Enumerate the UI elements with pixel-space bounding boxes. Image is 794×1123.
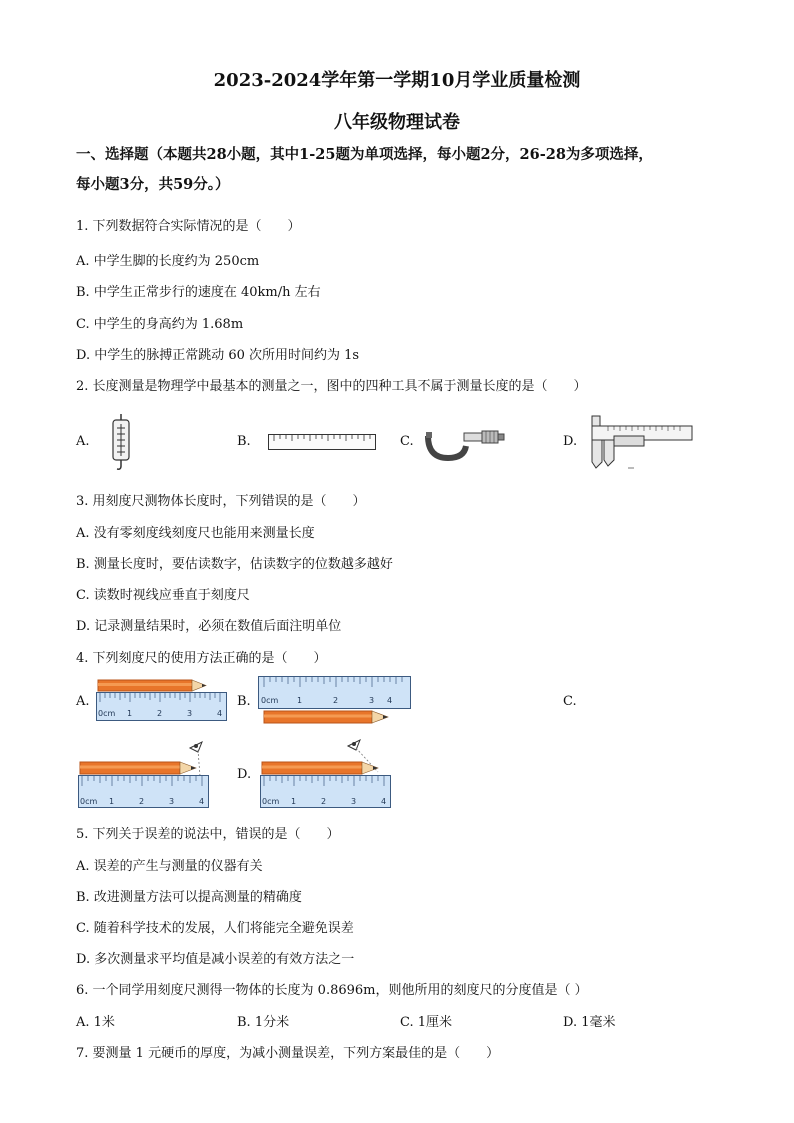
ruler-label: 2 (333, 696, 339, 705)
q2-stem: 2. 长度测量是物理学中最基本的测量之一，图中的四种工具不属于测量长度的是（ ） (76, 379, 587, 394)
ruler-label: 2 (157, 709, 163, 718)
q3-option-a[interactable]: A. 没有零刻度线刻度尺也能用来测量长度 (76, 526, 315, 541)
eye-icon (348, 740, 360, 750)
q2-option-b[interactable]: B. (237, 434, 251, 449)
q6-option-c[interactable]: C. 1厘米 (400, 1015, 453, 1030)
ruler-label: 0cm (80, 797, 98, 806)
ruler-label: 1 (291, 797, 297, 806)
ruler-label: 4 (199, 797, 205, 806)
q1-option-a[interactable]: A. 中学生脚的长度约为 250cm (76, 254, 260, 269)
ruler-label: 2 (139, 797, 145, 806)
q3-option-c[interactable]: C. 读数时视线应垂直于刻度尺 (76, 588, 250, 603)
page-subtitle: 八年级物理试卷 (334, 112, 460, 133)
spring-scale-icon (108, 414, 134, 472)
ruler-label: 3 (169, 797, 175, 806)
ruler-label: 3 (369, 696, 375, 705)
q6-option-b[interactable]: B. 1分米 (237, 1015, 290, 1030)
section-heading (76, 140, 726, 200)
q7-stem: 7. 要测量 1 元硬币的厚度，为减小测量误差，下列方案最佳的是（ ） (76, 1046, 500, 1061)
q3-option-b[interactable]: B. 测量长度时，要估读数字，估读数字的位数越多越好 (76, 557, 393, 572)
ruler-label: 1 (297, 696, 303, 705)
ruler-label: 1 (127, 709, 133, 718)
q1-option-c[interactable]: C. 中学生的身高约为 1.68m (76, 317, 244, 332)
ruler-label: 0cm (261, 696, 279, 705)
q6-option-a[interactable]: A. 1米 (76, 1015, 115, 1030)
section-heading-line1: 一、选择题（本题共28小题，其中1-25题为单项选择，每小题2分，26-28为多项选择， (76, 146, 653, 163)
ruler-icon (97, 693, 227, 721)
ruler-label: 4 (217, 709, 223, 718)
q2-option-d[interactable]: D. (563, 434, 578, 449)
q3-option-d[interactable]: D. 记录测量结果时，必须在数值后面注明单位 (76, 619, 342, 634)
ruler-icon (259, 677, 411, 709)
micrometer-icon (424, 426, 506, 460)
q4-figure-b (258, 676, 413, 728)
pencil-icon (98, 680, 206, 691)
q5-option-d[interactable]: D. 多次测量求平均值是减小误差的有效方法之一 (76, 952, 355, 967)
q1-option-b[interactable]: B. 中学生正常步行的速度在 40km/h 左右 (76, 285, 321, 300)
q6-option-d[interactable]: D. 1毫米 (563, 1015, 616, 1030)
eye-icon (190, 742, 202, 752)
q4-figure-c (78, 738, 212, 810)
ruler-label: 2 (321, 797, 327, 806)
q3-stem: 3. 用刻度尺测物体长度时，下列错误的是（ ） (76, 494, 366, 509)
ruler-label: 1 (109, 797, 115, 806)
q2-option-c[interactable]: C. (400, 434, 414, 449)
ruler-label: 4 (387, 696, 393, 705)
q4-option-b[interactable]: B. (237, 694, 251, 709)
ruler-label: 0cm (98, 709, 116, 718)
ruler-label: 0cm (262, 797, 280, 806)
pencil-icon (80, 762, 196, 774)
ruler-label: 3 (187, 709, 193, 718)
ruler-label: 4 (381, 797, 387, 806)
ruler-icon (261, 776, 391, 808)
page-title: 2023-2024学年第一学期10月学业质量检测 (213, 70, 581, 91)
q5-option-c[interactable]: C. 随着科学技术的发展，人们将能完全避免误差 (76, 921, 354, 936)
ruler-icon (79, 776, 209, 808)
q4-option-c[interactable]: C. (563, 694, 577, 709)
pencil-icon (264, 711, 388, 723)
q4-option-a[interactable]: A. (76, 694, 90, 709)
q1-stem: 1. 下列数据符合实际情况的是（ ） (76, 219, 301, 234)
q5-option-a[interactable]: A. 误差的产生与测量的仪器有关 (76, 859, 263, 874)
ruler-icon (268, 434, 376, 450)
vernier-caliper-icon (588, 416, 694, 472)
ruler-label: 3 (351, 797, 357, 806)
q2-option-a[interactable]: A. (76, 434, 90, 449)
q4-figure-d (260, 736, 394, 810)
pencil-icon (262, 762, 378, 774)
q4-figure-a (96, 678, 228, 722)
q5-stem: 5. 下列关于误差的说法中，错误的是（ ） (76, 827, 340, 842)
q6-stem: 6. 一个同学用刻度尺测得一物体的长度为 0.8696m，则他所用的刻度尺的分度值是（ ） (76, 983, 588, 998)
q1-option-d[interactable]: D. 中学生的脉搏正常跳动 60 次所用时间约为 1s (76, 348, 360, 363)
q4-option-d[interactable]: D. (237, 767, 252, 782)
section-heading-line2: 每小题3分，共59分。） (76, 176, 230, 193)
q5-option-b[interactable]: B. 改进测量方法可以提高测量的精确度 (76, 890, 302, 905)
q4-stem: 4. 下列刻度尺的使用方法正确的是（ ） (76, 651, 327, 666)
